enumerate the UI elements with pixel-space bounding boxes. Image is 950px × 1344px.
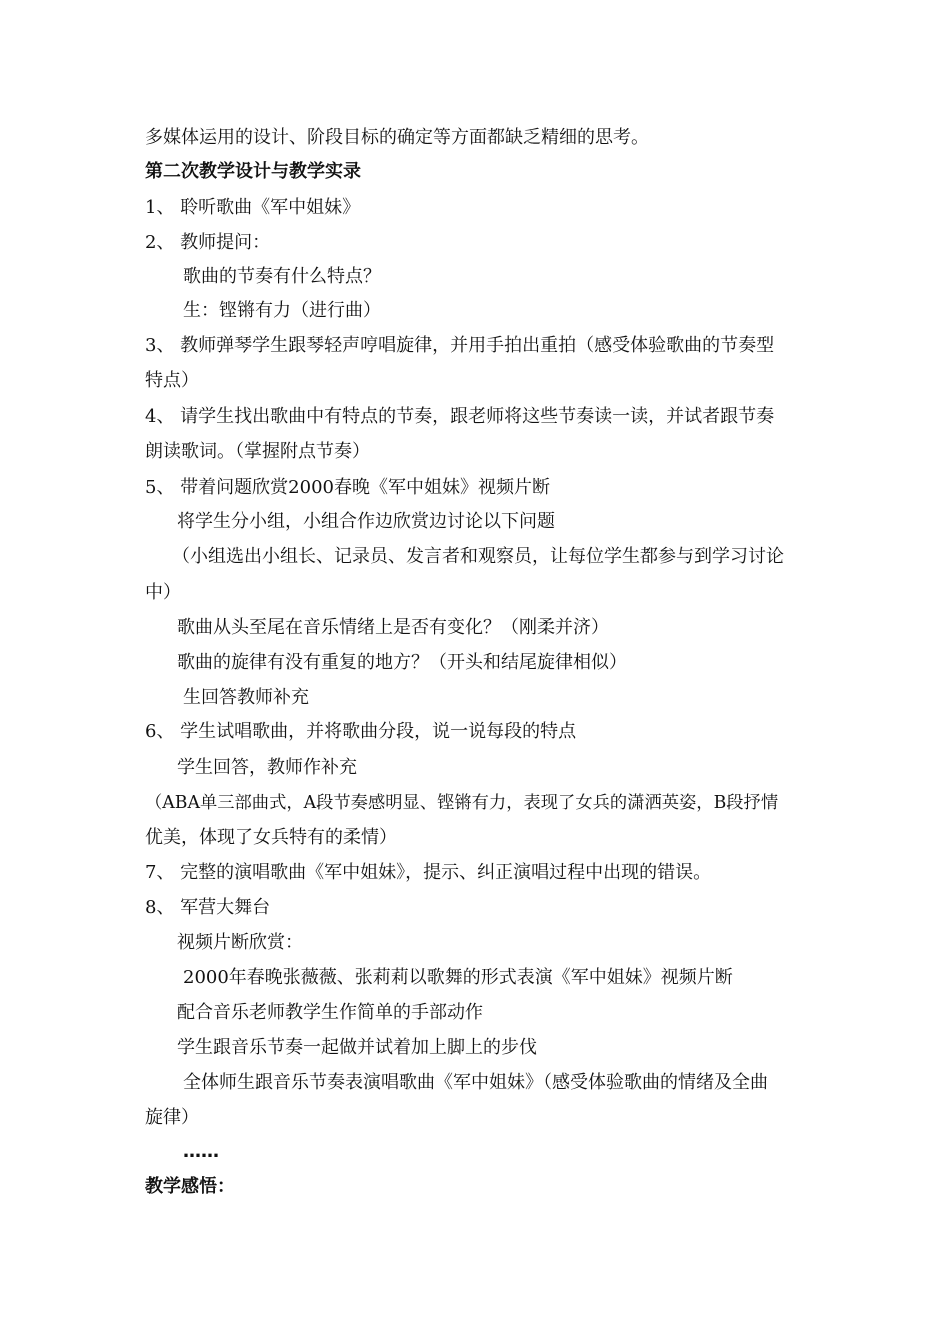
paragraph-line: （小组选出小组长、记录员、发言者和观察员，让每位学生都参与到学习讨论 xyxy=(172,546,784,567)
paragraph-line: 旋律） xyxy=(145,1107,199,1128)
paragraph-line: 朗读歌词。（掌握附点节奏） xyxy=(145,441,370,462)
step-item: 2、 教师提问： xyxy=(145,232,271,253)
paragraph-line: 将学生分小组，小组合作边欣赏边讨论以下问题 xyxy=(177,511,555,532)
step-item: 6、 学生试唱歌曲，并将歌曲分段，说一说每段的特点 xyxy=(145,721,577,742)
section-heading: 教学感悟： xyxy=(145,1176,235,1197)
paragraph-line: 配合音乐老师教学生作简单的手部动作 xyxy=(177,1002,483,1023)
paragraph-line: 歌曲从头至尾在音乐情绪上是否有变化？（刚柔并济） xyxy=(177,617,609,638)
step-item: 3、 教师弹琴学生跟琴轻声哼唱旋律，并用手拍出重拍（感受体验歌曲的节奏型 xyxy=(145,335,775,356)
paragraph-line: 优美，体现了女兵特有的柔情） xyxy=(145,827,397,848)
ellipsis-line: …… xyxy=(183,1141,219,1162)
paragraph-line: 全体师生跟音乐节奏表演唱歌曲《军中姐妹》（感受体验歌曲的情绪及全曲 xyxy=(183,1072,768,1093)
paragraph-line: （ABA单三部曲式，A段节奏感明显、铿锵有力，表现了女兵的潇洒英姿，B段抒情 xyxy=(145,793,779,813)
step-item: 8、 军营大舞台 xyxy=(145,897,271,918)
paragraph-line: 歌曲的旋律有没有重复的地方？（开头和结尾旋律相似） xyxy=(177,652,627,673)
paragraph-line: 2000年春晚张薇薇、张莉莉以歌舞的形式表演《军中姐妹》视频片断 xyxy=(183,967,733,988)
paragraph-line: 视频片断欣赏： xyxy=(177,932,303,953)
step-item: 5、 带着问题欣赏2000春晚《军中姐妹》视频片断 xyxy=(145,477,550,498)
paragraph-line: 学生跟音乐节奏一起做并试着加上脚上的步伐 xyxy=(177,1037,537,1058)
step-item: 1、 聆听歌曲《军中姐妹》 xyxy=(145,197,361,218)
paragraph-line: 歌曲的节奏有什么特点？ xyxy=(183,266,381,287)
step-item: 4、 请学生找出歌曲中有特点的节奏，跟老师将这些节奏读一读，并试者跟节奏 xyxy=(145,406,775,427)
paragraph-line: 中） xyxy=(145,582,181,603)
step-item: 7、 完整的演唱歌曲《军中姐妹》，提示、纠正演唱过程中出现的错误。 xyxy=(145,862,712,883)
section-heading: 第二次教学设计与教学实录 xyxy=(145,161,361,182)
paragraph-line: 学生回答，教师作补充 xyxy=(177,757,357,778)
paragraph-line: 生回答教师补充 xyxy=(183,687,309,708)
paragraph-line: 特点） xyxy=(145,370,199,391)
paragraph-line: 生：铿锵有力（进行曲） xyxy=(183,300,381,321)
paragraph-line: 多媒体运用的设计、阶段目标的确定等方面都缺乏精细的思考。 xyxy=(145,127,649,148)
